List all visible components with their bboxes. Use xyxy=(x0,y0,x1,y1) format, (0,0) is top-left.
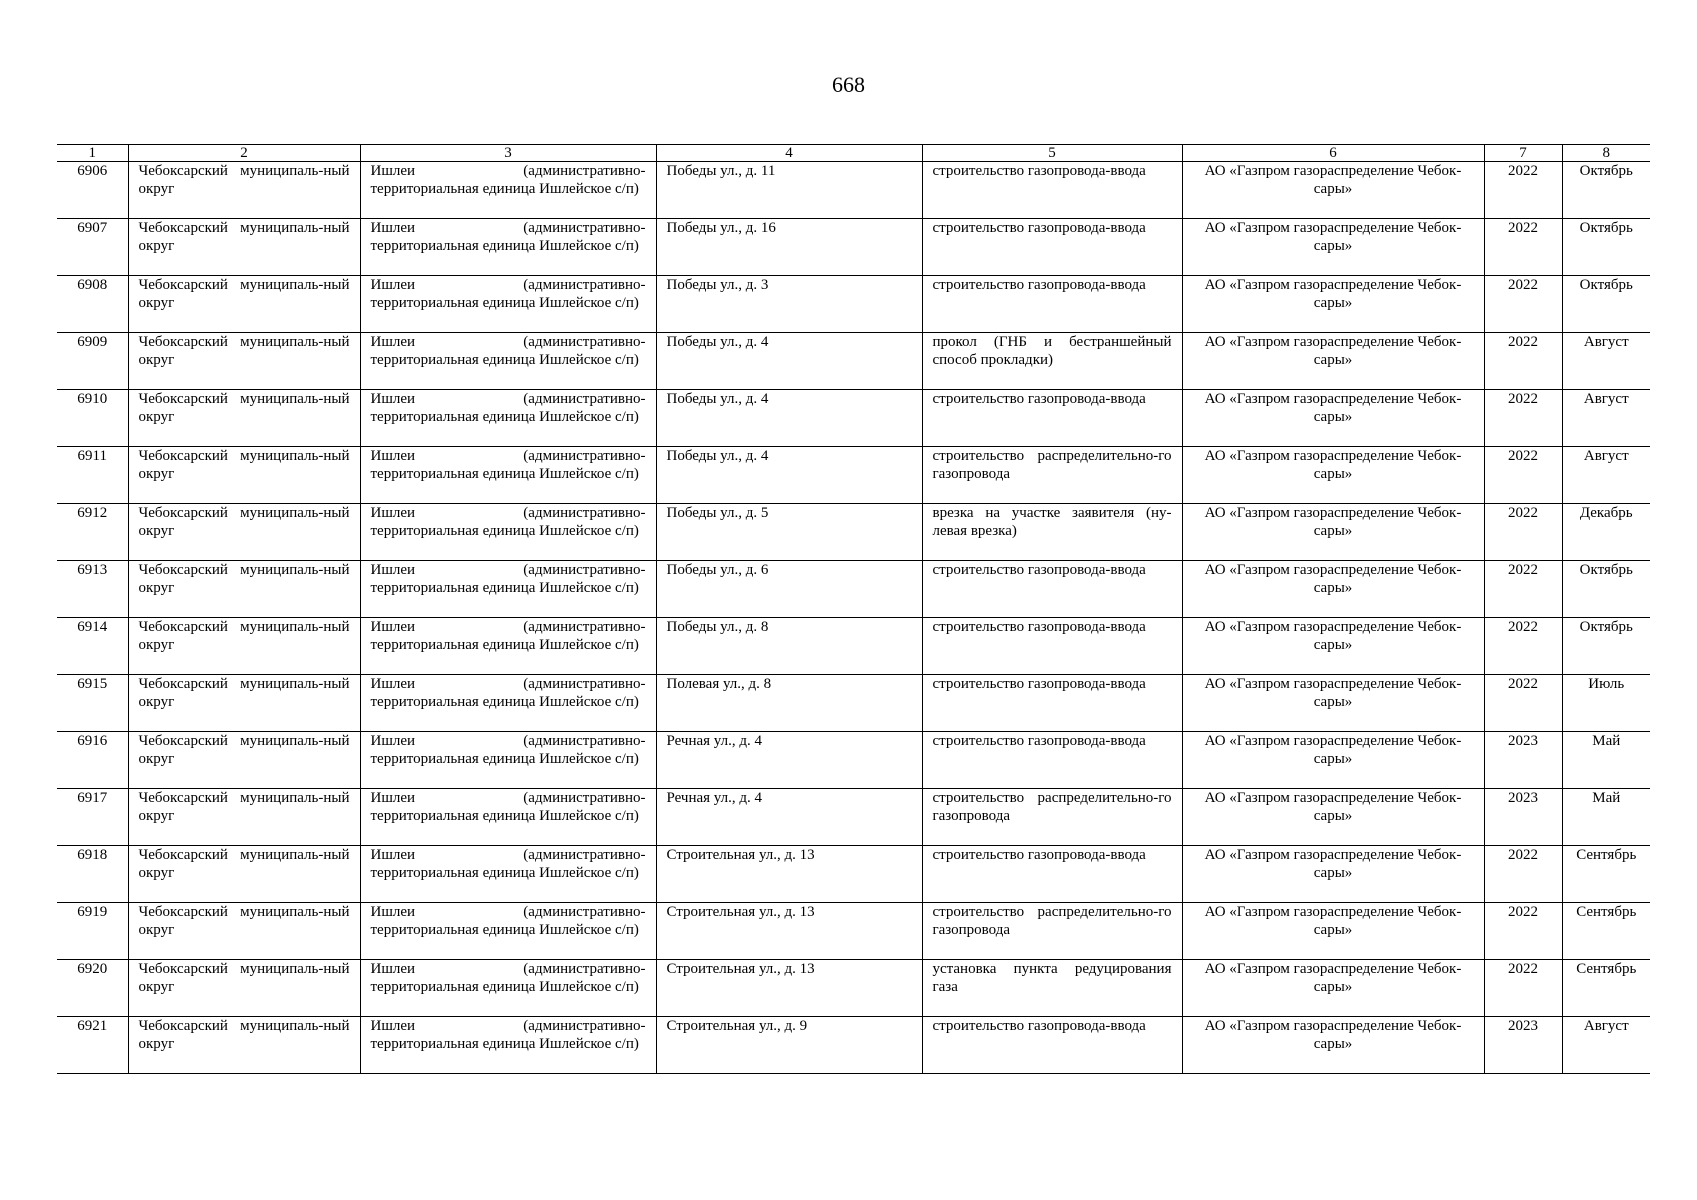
cell-organization: АО «Газпром газораспределение Чебок-сары» xyxy=(1182,1017,1484,1074)
cell-address: Речная ул., д. 4 xyxy=(656,732,922,789)
cell-address: Полевая ул., д. 8 xyxy=(656,675,922,732)
cell-settlement: Ишлеи (административно-территориальная единица Ишлейское с/п) xyxy=(360,219,656,276)
cell-work-type: установка пункта редуцирования газа xyxy=(922,960,1182,1017)
cell-settlement: Ишлеи (административно-территориальная единица Ишлейское с/п) xyxy=(360,447,656,504)
cell-month: Май xyxy=(1562,789,1650,846)
cell-work-type: строительство газопровода-ввода xyxy=(922,846,1182,903)
cell-row-number: 6914 xyxy=(57,618,128,675)
column-header-1: 1 xyxy=(57,145,128,162)
table-row xyxy=(57,219,1650,276)
column-header-7: 7 xyxy=(1484,145,1562,162)
cell-district: Чебоксарский муниципаль-ный округ xyxy=(128,732,360,789)
cell-settlement: Ишлеи (административно-территориальная единица Ишлейское с/п) xyxy=(360,675,656,732)
cell-address: Победы ул., д. 11 xyxy=(656,162,922,219)
cell-year: 2022 xyxy=(1484,618,1562,675)
cell-organization: АО «Газпром газораспределение Чебок-сары» xyxy=(1182,960,1484,1017)
cell-year: 2023 xyxy=(1484,1017,1562,1074)
cell-settlement: Ишлеи (административно-территориальная единица Ишлейское с/п) xyxy=(360,846,656,903)
cell-work-type: строительство газопровода-ввода xyxy=(922,675,1182,732)
table-row xyxy=(57,789,1650,846)
cell-work-type: строительство газопровода-ввода xyxy=(922,618,1182,675)
cell-work-type: строительство распределительно-го газопровода xyxy=(922,447,1182,504)
page-number: 668 xyxy=(832,72,865,97)
cell-row-number: 6919 xyxy=(57,903,128,960)
cell-district: Чебоксарский муниципаль-ный округ xyxy=(128,903,360,960)
cell-address: Строительная ул., д. 13 xyxy=(656,960,922,1017)
cell-month: Август xyxy=(1562,447,1650,504)
cell-work-type: строительство газопровода-ввода xyxy=(922,561,1182,618)
cell-month: Август xyxy=(1562,1017,1650,1074)
cell-work-type: строительство газопровода-ввода xyxy=(922,732,1182,789)
table-row xyxy=(57,390,1650,447)
cell-work-type: прокол (ГНБ и бестраншейный способ прокладки) xyxy=(922,333,1182,390)
cell-row-number: 6915 xyxy=(57,675,128,732)
table-row xyxy=(57,504,1650,561)
cell-year: 2022 xyxy=(1484,447,1562,504)
cell-address: Строительная ул., д. 13 xyxy=(656,846,922,903)
cell-work-type: строительство распределительно-го газопровода xyxy=(922,789,1182,846)
table-row xyxy=(57,846,1650,903)
cell-settlement: Ишлеи (административно-территориальная единица Ишлейское с/п) xyxy=(360,390,656,447)
cell-year: 2022 xyxy=(1484,162,1562,219)
cell-work-type: врезка на участке заявителя (ну-левая врезка) xyxy=(922,504,1182,561)
cell-work-type: строительство распределительно-го газопровода xyxy=(922,903,1182,960)
cell-month: Декабрь xyxy=(1562,504,1650,561)
cell-row-number: 6912 xyxy=(57,504,128,561)
cell-organization: АО «Газпром газораспределение Чебок-сары» xyxy=(1182,447,1484,504)
header-row xyxy=(57,145,1650,162)
column-header-5: 5 xyxy=(922,145,1182,162)
cell-address: Строительная ул., д. 9 xyxy=(656,1017,922,1074)
table-row xyxy=(57,276,1650,333)
column-header-4: 4 xyxy=(656,145,922,162)
table-row xyxy=(57,618,1650,675)
cell-year: 2022 xyxy=(1484,561,1562,618)
cell-row-number: 6907 xyxy=(57,219,128,276)
cell-year: 2022 xyxy=(1484,903,1562,960)
cell-month: Октябрь xyxy=(1562,618,1650,675)
table-row xyxy=(57,960,1650,1017)
table-row xyxy=(57,162,1650,219)
cell-district: Чебоксарский муниципаль-ный округ xyxy=(128,390,360,447)
cell-organization: АО «Газпром газораспределение Чебок-сары» xyxy=(1182,789,1484,846)
table-row xyxy=(57,732,1650,789)
cell-organization: АО «Газпром газораспределение Чебок-сары» xyxy=(1182,162,1484,219)
cell-district: Чебоксарский муниципаль-ный округ xyxy=(128,504,360,561)
cell-month: Сентябрь xyxy=(1562,846,1650,903)
cell-year: 2023 xyxy=(1484,732,1562,789)
cell-organization: АО «Газпром газораспределение Чебок-сары» xyxy=(1182,618,1484,675)
cell-month: Октябрь xyxy=(1562,162,1650,219)
cell-settlement: Ишлеи (административно-территориальная единица Ишлейское с/п) xyxy=(360,333,656,390)
cell-organization: АО «Газпром газораспределение Чебок-сары» xyxy=(1182,732,1484,789)
table-row xyxy=(57,675,1650,732)
cell-district: Чебоксарский муниципаль-ный округ xyxy=(128,219,360,276)
cell-year: 2022 xyxy=(1484,390,1562,447)
cell-month: Октябрь xyxy=(1562,561,1650,618)
cell-district: Чебоксарский муниципаль-ный округ xyxy=(128,333,360,390)
cell-row-number: 6920 xyxy=(57,960,128,1017)
cell-month: Сентябрь xyxy=(1562,960,1650,1017)
cell-row-number: 6921 xyxy=(57,1017,128,1074)
cell-year: 2022 xyxy=(1484,276,1562,333)
cell-row-number: 6909 xyxy=(57,333,128,390)
table-row xyxy=(57,1017,1650,1074)
cell-month: Август xyxy=(1562,390,1650,447)
cell-organization: АО «Газпром газораспределение Чебок-сары» xyxy=(1182,276,1484,333)
cell-work-type: строительство газопровода-ввода xyxy=(922,219,1182,276)
column-header-2: 2 xyxy=(128,145,360,162)
cell-address: Победы ул., д. 3 xyxy=(656,276,922,333)
cell-row-number: 6917 xyxy=(57,789,128,846)
cell-district: Чебоксарский муниципаль-ный округ xyxy=(128,789,360,846)
cell-organization: АО «Газпром газораспределение Чебок-сары» xyxy=(1182,846,1484,903)
table-header xyxy=(57,145,1650,162)
cell-row-number: 6916 xyxy=(57,732,128,789)
cell-year: 2023 xyxy=(1484,789,1562,846)
cell-year: 2022 xyxy=(1484,846,1562,903)
cell-address: Победы ул., д. 5 xyxy=(656,504,922,561)
table-row xyxy=(57,447,1650,504)
cell-settlement: Ишлеи (административно-территориальная единица Ишлейское с/п) xyxy=(360,618,656,675)
cell-row-number: 6908 xyxy=(57,276,128,333)
cell-settlement: Ишлеи (административно-территориальная единица Ишлейское с/п) xyxy=(360,1017,656,1074)
cell-district: Чебоксарский муниципаль-ный округ xyxy=(128,447,360,504)
cell-district: Чебоксарский муниципаль-ный округ xyxy=(128,1017,360,1074)
data-table xyxy=(57,144,1650,1074)
cell-address: Строительная ул., д. 13 xyxy=(656,903,922,960)
cell-organization: АО «Газпром газораспределение Чебок-сары» xyxy=(1182,390,1484,447)
cell-address: Победы ул., д. 4 xyxy=(656,447,922,504)
cell-organization: АО «Газпром газораспределение Чебок-сары» xyxy=(1182,219,1484,276)
cell-district: Чебоксарский муниципаль-ный округ xyxy=(128,846,360,903)
cell-organization: АО «Газпром газораспределение Чебок-сары» xyxy=(1182,561,1484,618)
cell-month: Октябрь xyxy=(1562,219,1650,276)
cell-work-type: строительство газопровода-ввода xyxy=(922,276,1182,333)
cell-year: 2022 xyxy=(1484,675,1562,732)
cell-district: Чебоксарский муниципаль-ный округ xyxy=(128,960,360,1017)
cell-address: Речная ул., д. 4 xyxy=(656,789,922,846)
cell-settlement: Ишлеи (административно-территориальная единица Ишлейское с/п) xyxy=(360,732,656,789)
cell-district: Чебоксарский муниципаль-ный округ xyxy=(128,276,360,333)
table-row xyxy=(57,903,1650,960)
cell-organization: АО «Газпром газораспределение Чебок-сары» xyxy=(1182,333,1484,390)
cell-month: Октябрь xyxy=(1562,276,1650,333)
cell-address: Победы ул., д. 6 xyxy=(656,561,922,618)
cell-settlement: Ишлеи (административно-территориальная единица Ишлейское с/п) xyxy=(360,504,656,561)
cell-row-number: 6906 xyxy=(57,162,128,219)
cell-month: Август xyxy=(1562,333,1650,390)
cell-settlement: Ишлеи (административно-территориальная единица Ишлейское с/п) xyxy=(360,960,656,1017)
cell-address: Победы ул., д. 16 xyxy=(656,219,922,276)
cell-row-number: 6911 xyxy=(57,447,128,504)
cell-row-number: 6918 xyxy=(57,846,128,903)
cell-month: Май xyxy=(1562,732,1650,789)
cell-address: Победы ул., д. 4 xyxy=(656,333,922,390)
cell-district: Чебоксарский муниципаль-ный округ xyxy=(128,162,360,219)
cell-work-type: строительство газопровода-ввода xyxy=(922,162,1182,219)
cell-year: 2022 xyxy=(1484,333,1562,390)
cell-settlement: Ишлеи (административно-территориальная единица Ишлейское с/п) xyxy=(360,789,656,846)
cell-district: Чебоксарский муниципаль-ный округ xyxy=(128,675,360,732)
cell-row-number: 6910 xyxy=(57,390,128,447)
cell-month: Сентябрь xyxy=(1562,903,1650,960)
column-header-6: 6 xyxy=(1182,145,1484,162)
cell-settlement: Ишлеи (административно-территориальная единица Ишлейское с/п) xyxy=(360,162,656,219)
cell-organization: АО «Газпром газораспределение Чебок-сары» xyxy=(1182,504,1484,561)
cell-address: Победы ул., д. 8 xyxy=(656,618,922,675)
cell-district: Чебоксарский муниципаль-ный округ xyxy=(128,618,360,675)
cell-year: 2022 xyxy=(1484,960,1562,1017)
table-row xyxy=(57,561,1650,618)
cell-address: Победы ул., д. 4 xyxy=(656,390,922,447)
cell-year: 2022 xyxy=(1484,504,1562,561)
table-body xyxy=(57,162,1650,1074)
cell-work-type: строительство газопровода-ввода xyxy=(922,390,1182,447)
cell-settlement: Ишлеи (административно-территориальная единица Ишлейское с/п) xyxy=(360,903,656,960)
column-header-8: 8 xyxy=(1562,145,1650,162)
cell-year: 2022 xyxy=(1484,219,1562,276)
cell-district: Чебоксарский муниципаль-ный округ xyxy=(128,561,360,618)
cell-organization: АО «Газпром газораспределение Чебок-сары» xyxy=(1182,903,1484,960)
table-row xyxy=(57,333,1650,390)
cell-settlement: Ишлеи (административно-территориальная единица Ишлейское с/п) xyxy=(360,276,656,333)
cell-settlement: Ишлеи (административно-территориальная единица Ишлейское с/п) xyxy=(360,561,656,618)
column-header-3: 3 xyxy=(360,145,656,162)
cell-month: Июль xyxy=(1562,675,1650,732)
cell-row-number: 6913 xyxy=(57,561,128,618)
cell-work-type: строительство газопровода-ввода xyxy=(922,1017,1182,1074)
cell-organization: АО «Газпром газораспределение Чебок-сары» xyxy=(1182,675,1484,732)
